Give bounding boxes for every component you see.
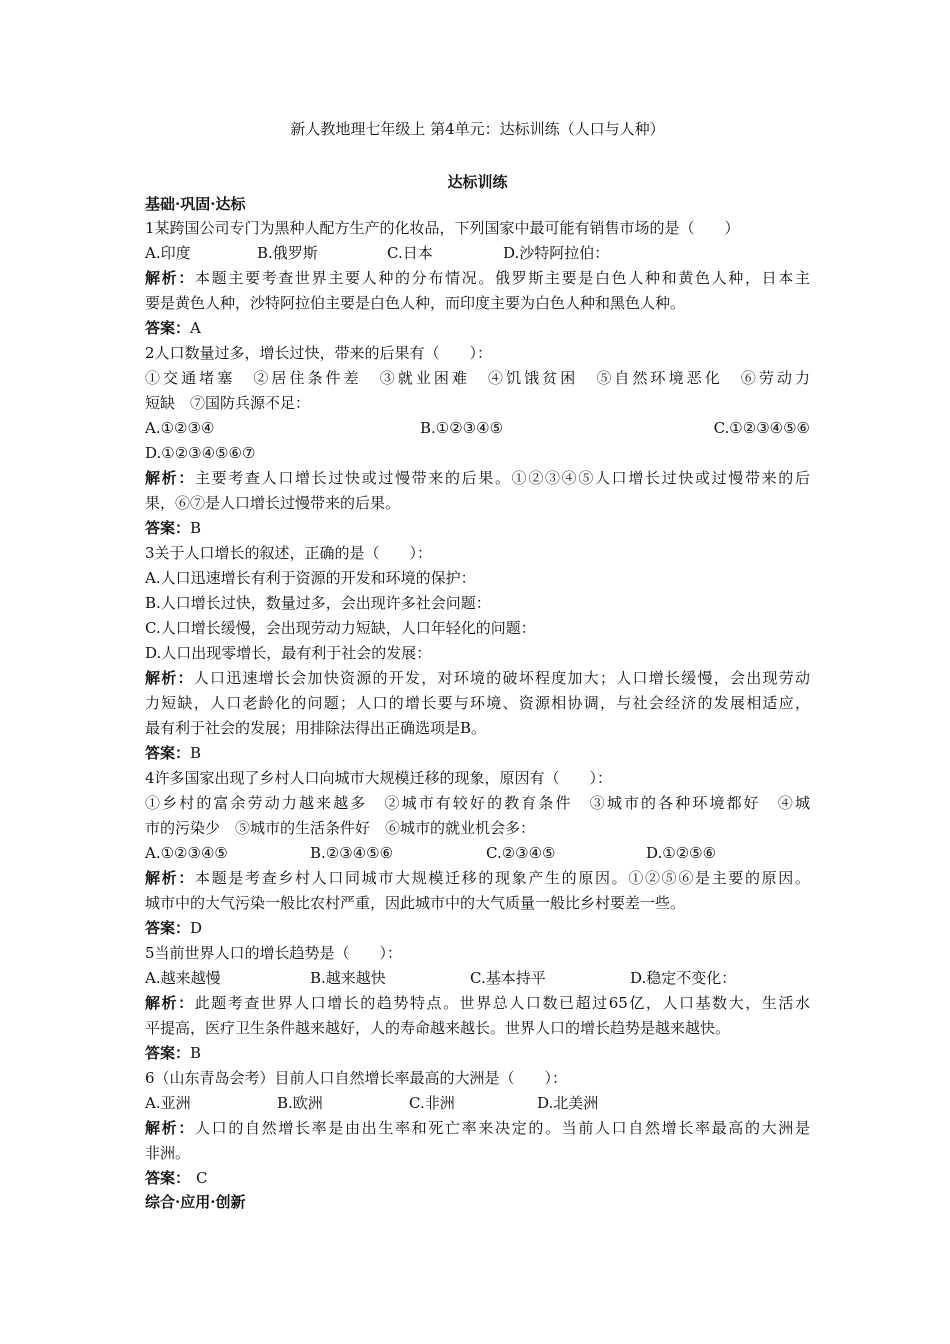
q5-analysis-1: 此题考查世界人口增长的趋势特点。世界总人口数已超过65亿，人口基数大，生活水	[194, 994, 810, 1012]
q4-answer-label: 答案：	[145, 919, 191, 937]
q5-option-d: D.稳定不变化：	[630, 969, 737, 987]
q6-analysis-2: 非洲。	[145, 1144, 191, 1162]
q4-items-1: ①乡村的富余劳动力越来越多 ②城市有较好的教育条件 ③城市的各种环境都好 ④城	[145, 794, 810, 812]
q5-answer: B	[190, 1044, 202, 1062]
section-title: 达标训练	[447, 173, 508, 191]
q4-option-a: A.①②③④⑤	[145, 844, 228, 862]
doc-title: 新人教地理七年级上 第4单元：达标训练（人口与人种）	[290, 120, 665, 138]
q6-stem: 6（山东青岛会考）目前人口自然增长率最高的大洲是（ ）：	[145, 1069, 568, 1087]
q2-analysis-2: 果，⑥⑦是人口增长过慢带来的后果。	[145, 494, 401, 512]
q5-option-c: C.基本持平	[470, 969, 546, 987]
q2-option-c: C.①②③④⑤⑥	[713, 419, 810, 437]
q2-answer: B	[190, 519, 202, 537]
q5-stem: 5当前世界人口的增长趋势是（ ）：	[145, 944, 403, 962]
q4-option-c: C.②③④⑤	[486, 844, 556, 862]
q2-options	[145, 416, 810, 440]
q5-answer-label: 答案：	[145, 1044, 191, 1062]
q1-option-d: D.沙特阿拉伯：	[503, 244, 610, 262]
q6-option-c: C.非洲	[409, 1094, 455, 1112]
q3-option-a: A.人口迅速增长有利于资源的开发和环境的保护：	[145, 569, 476, 587]
q2-analysis-1: 主要考查人口增长过快或过慢带来的后果。①②③④⑤人口增长过快或过慢带来的后	[195, 469, 810, 487]
q2-option-a: A.①②③④	[145, 419, 215, 437]
q6-options	[145, 1091, 810, 1115]
q6-analysis-1: 人口的自然增长率是由出生率和死亡率来决定的。当前人口自然增长率最高的大洲是	[195, 1119, 810, 1137]
q6-analysis-line	[145, 1116, 810, 1140]
q2-answer-label: 答案：	[145, 519, 191, 537]
q3-option-d: D.人口出现零增长，最有利于社会的发展：	[145, 644, 432, 662]
q1-options	[145, 241, 810, 265]
q4-analysis-line	[145, 866, 810, 890]
q3-analysis-line	[145, 666, 810, 690]
q2-answer-line	[145, 516, 810, 540]
q4-analysis-label: 解析：	[145, 869, 195, 887]
q1-option-c: C.日本	[387, 244, 433, 262]
q1-analysis-1: 本题主要考查世界主要人种的分布情况。俄罗斯主要是白色人种和黄色人种，日本主	[195, 269, 810, 287]
q4-options	[145, 841, 810, 865]
q2-analysis-label: 解析：	[145, 469, 195, 487]
q4-answer: D	[190, 919, 203, 937]
q3-analysis-1: 人口迅速增长会加快资源的开发，对环境的破坏程度加大；人口增长缓慢，会出现劳动	[193, 669, 810, 687]
q2-analysis-line	[145, 466, 810, 490]
q6-answer: C	[196, 1169, 208, 1187]
q3-option-c: C.人口增长缓慢，会出现劳动力短缺，人口年轻化的问题：	[145, 619, 536, 637]
q1-option-a: A.印度	[145, 244, 191, 262]
q1-analysis-line	[145, 266, 810, 290]
q5-option-a: A.越来越慢	[145, 969, 221, 987]
q4-option-d: D.①②⑤⑥	[646, 844, 717, 862]
q3-answer-line	[145, 741, 810, 765]
q6-option-a: A.亚洲	[145, 1094, 191, 1112]
q4-option-b: B.②③④⑤⑥	[310, 844, 394, 862]
q6-answer-line	[145, 1166, 810, 1190]
q1-stem: 1某跨国公司专门为黑种人配方生产的化妆品，下列国家中最可能有销售市场的是（ ）	[145, 219, 740, 237]
q1-option-b: B.俄罗斯	[257, 244, 318, 262]
q5-options	[145, 966, 810, 990]
part1-heading: 基础·巩固·达标	[145, 195, 246, 213]
q4-items-2: 市的污染少 ⑤城市的生活条件好 ⑥城市的就业机会多：	[145, 819, 536, 837]
q4-stem: 4许多国家出现了乡村人口向城市大规模迁移的现象，原因有（ ）：	[145, 769, 613, 787]
q1-answer-label: 答案：	[145, 319, 191, 337]
q5-analysis-2: 平提高，医疗卫生条件越来越好，人的寿命越来越长。世界人口的增长趋势是越来越快。	[145, 1019, 731, 1037]
q6-answer-label: 答案：	[145, 1169, 191, 1187]
q1-analysis-label: 解析：	[145, 269, 195, 287]
q4-analysis-1: 本题是考查乡村人口同城市大规模迁移的现象产生的原因。①②⑤⑥是主要的原因。	[195, 869, 810, 887]
q3-answer: B	[190, 744, 202, 762]
q2-items-2: 短缺 ⑦国防兵源不足：	[145, 394, 311, 412]
q3-analysis-3: 最有利于社会的发展；用排除法得出正确选项是B。	[145, 719, 487, 737]
q6-analysis-label: 解析：	[145, 1119, 195, 1137]
q3-analysis-2: 力短缺，人口老龄化的问题；人口的增长要与环境、资源相协调，与社会经济的发展相适应，	[145, 694, 810, 712]
part2-heading: 综合·应用·创新	[145, 1193, 246, 1211]
q4-analysis-2: 城市中的大气污染一般比农村严重，因此城市中的大气质量一般比乡村要差一些。	[145, 894, 686, 912]
q3-stem: 3关于人口增长的叙述，正确的是（ ）：	[145, 544, 433, 562]
q5-option-b: B.越来越快	[310, 969, 386, 987]
q2-items-1: ①交通堵塞 ②居住条件差 ③就业困难 ④饥饿贫困 ⑤自然环境恶化 ⑥劳动力	[145, 369, 810, 387]
q5-answer-line	[145, 1041, 810, 1065]
q1-answer-line	[145, 316, 810, 340]
q2-stem: 2人口数量过多，增长过快，带来的后果有（ ）：	[145, 344, 493, 362]
q5-analysis-line	[145, 991, 810, 1015]
q6-option-d: D.北美洲	[537, 1094, 599, 1112]
q3-option-b: B.人口增长过快，数量过多，会出现许多社会问题：	[145, 594, 491, 612]
q1-answer: A	[190, 319, 201, 337]
q1-analysis-2: 要是黄色人种，沙特阿拉伯主要是白色人种，而印度主要为白色人种和黑色人种。	[145, 294, 686, 312]
q2-option-b: B.①②③④⑤	[420, 419, 504, 437]
q6-option-b: B.欧洲	[277, 1094, 323, 1112]
q3-answer-label: 答案：	[145, 744, 191, 762]
q5-analysis-label: 解析：	[145, 994, 195, 1012]
q4-answer-line	[145, 916, 810, 940]
q3-analysis-label: 解析：	[145, 669, 194, 687]
q2-option-d: D.①②③④⑤⑥⑦	[145, 444, 256, 462]
